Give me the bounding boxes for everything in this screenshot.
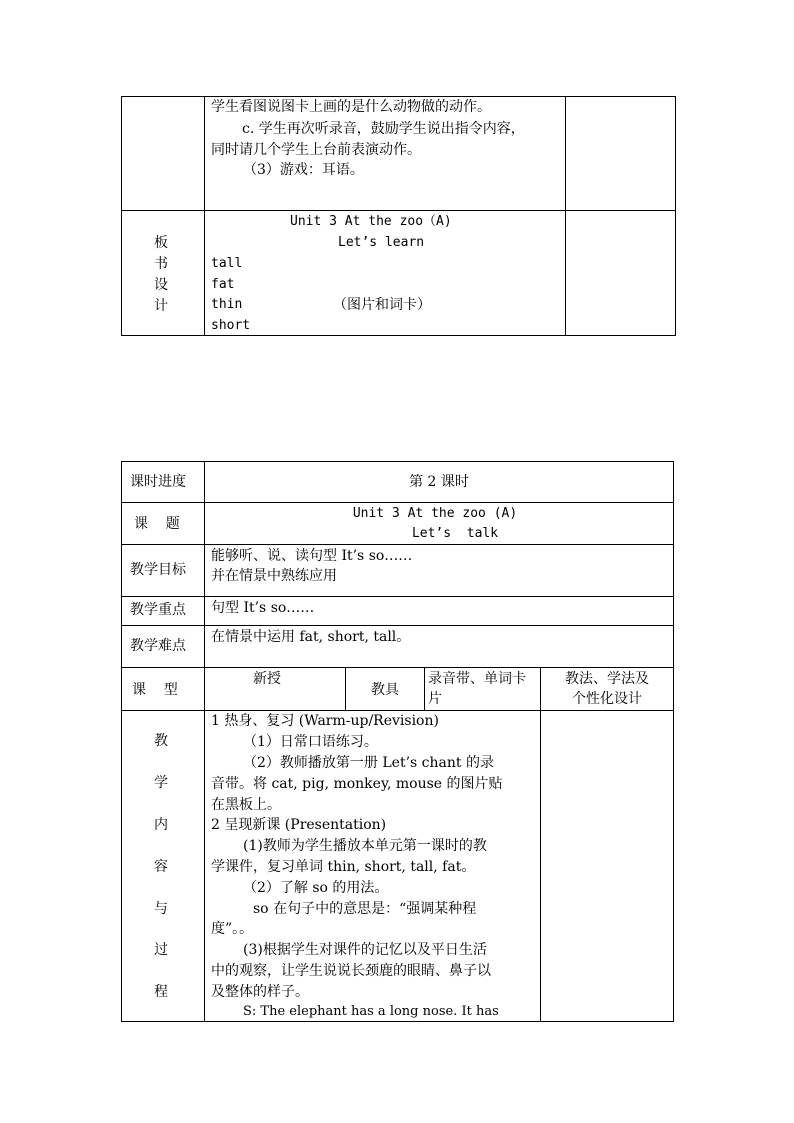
board-note: （图片和词卡） xyxy=(333,297,431,313)
board-label-char: 板 xyxy=(154,235,168,251)
process-line: 学课件，复习单词 thin, short, tall, fat。 xyxy=(211,859,476,875)
topic-subtitle: Let’s talk xyxy=(411,526,499,541)
table-border xyxy=(540,667,541,1022)
board-word: tall xyxy=(211,256,243,271)
process-label-char: 过 xyxy=(154,942,168,958)
content-line: 同时请几个学生上台前表演动作。 xyxy=(211,142,421,158)
process-line: （2）了解 so 的用法。 xyxy=(243,880,389,896)
process-line: （2）教师播放第一册 Let’s chant 的录 xyxy=(243,755,494,771)
process-label-char: 程 xyxy=(154,984,168,1000)
progress-value: 第 2 课时 xyxy=(409,474,469,490)
tools-value: 片 xyxy=(428,691,442,707)
method-label: 教法、学法及 xyxy=(565,671,649,687)
process-line: 中的观察，让学生说说长颈鹿的眼睛、鼻子以 xyxy=(211,963,491,979)
process-line: so 在句子中的意思是：“强调某种程 xyxy=(253,901,477,917)
process-line: (1)教师为学生播放本单元第一课时的教 xyxy=(243,838,487,854)
topic-title: Unit 3 At the zoo (A) xyxy=(352,506,518,521)
process-label-char: 教 xyxy=(154,733,168,749)
method-label: 个性化设计 xyxy=(572,691,642,707)
tools-value: 录音带、单词卡 xyxy=(428,671,526,687)
table-border xyxy=(424,667,425,711)
table-border xyxy=(565,96,566,336)
table-border xyxy=(204,461,205,1022)
process-line: 度”。。 xyxy=(211,921,254,937)
process-line: (3)根据学生对课件的记忆以及平日生活 xyxy=(243,942,487,958)
content-line: （3）游戏：耳语。 xyxy=(243,162,364,178)
process-line: S: The elephant has a long nose. It has xyxy=(243,1004,499,1019)
process-label-char: 学 xyxy=(154,775,168,791)
goal-label: 教学目标 xyxy=(130,562,186,578)
process-line: 音带。将 cat, pig, monkey, mouse 的图片贴 xyxy=(211,776,503,792)
difficulty-value: 在情景中运用 fat, short, tall。 xyxy=(211,629,411,645)
process-label-char: 内 xyxy=(154,817,168,833)
goal-line: 并在情景中熟练应用 xyxy=(211,568,337,584)
table-border xyxy=(675,96,676,336)
progress-label: 课时进度 xyxy=(130,474,186,490)
table-border xyxy=(673,461,674,1022)
process-line: （1）日常口语练习。 xyxy=(243,734,378,750)
process-label-char: 容 xyxy=(154,859,168,875)
table-border xyxy=(204,96,205,336)
process-line: 在黑板上。 xyxy=(211,797,281,813)
difficulty-label: 教学难点 xyxy=(130,638,186,654)
board-label-char: 书 xyxy=(154,256,168,272)
type-label: 课 型 xyxy=(132,682,178,698)
type-value: 新授 xyxy=(253,671,281,687)
goal-line: 能够听、说、读句型 It’s so…… xyxy=(211,548,413,564)
board-label-char: 计 xyxy=(154,298,168,314)
process-line: 及整体的样子。 xyxy=(211,984,309,1000)
board-word: thin xyxy=(211,297,243,312)
board-label-char: 设 xyxy=(154,277,168,293)
key-point-label: 教学重点 xyxy=(130,602,186,618)
process-label-char: 与 xyxy=(154,901,168,917)
key-point-value: 句型 It’s so…… xyxy=(211,600,315,616)
board-title: Unit 3 At the zoo（A) xyxy=(290,214,452,229)
content-line: c. 学生再次听录音，鼓励学生说出指令内容， xyxy=(242,121,525,137)
topic-label: 课 题 xyxy=(134,516,180,532)
tools-label: 教具 xyxy=(371,682,399,698)
board-word: short xyxy=(211,318,251,333)
board-subtitle: Let’s learn xyxy=(338,235,425,250)
process-line: 2 呈现新课 (Presentation) xyxy=(211,817,387,833)
process-line: 1 热身、复习 (Warm-up/Revision) xyxy=(211,713,439,729)
table-border xyxy=(121,96,122,336)
board-word: fat xyxy=(211,277,235,292)
table-border xyxy=(121,461,122,1022)
content-line: 学生看图说图卡上画的是什么动物做的动作。 xyxy=(211,99,491,115)
